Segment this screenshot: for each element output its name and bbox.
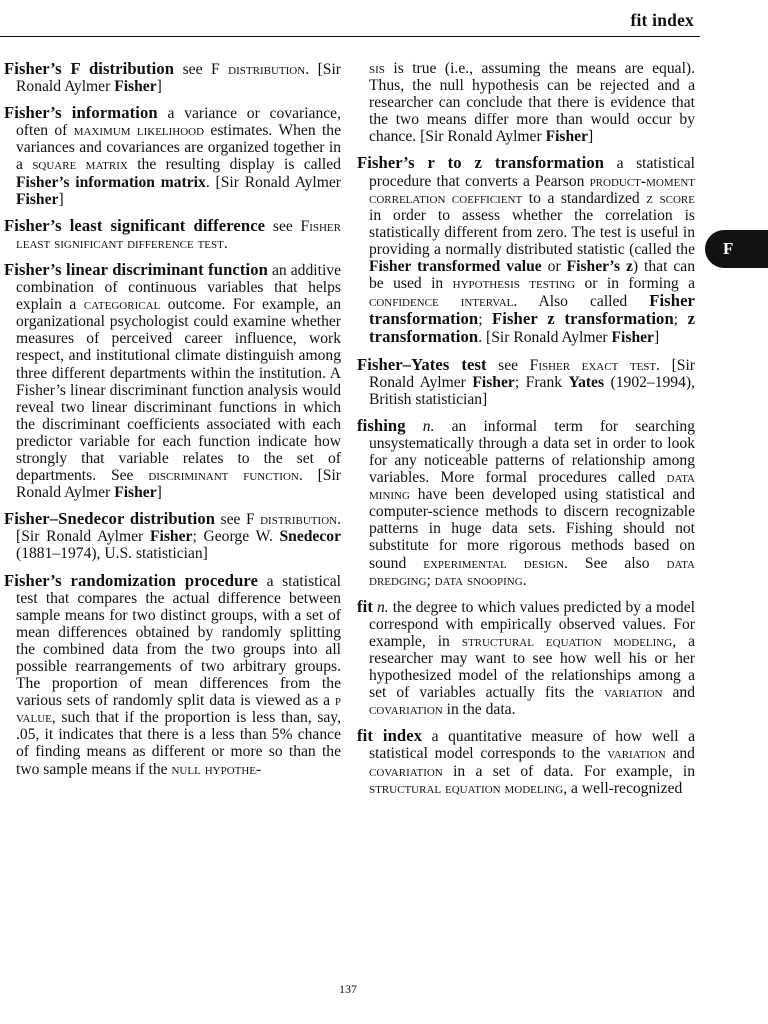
cross-reference: F distribution	[245, 511, 338, 529]
cross-reference: discriminant function	[148, 467, 299, 485]
dictionary-entry	[357, 417, 695, 589]
cross-reference: Fisher exact test	[529, 356, 657, 374]
thumb-tab-letter: F	[723, 239, 734, 258]
entry-headword: fit	[357, 596, 373, 616]
part-of-speech: n.	[422, 417, 435, 435]
cross-reference: Fisher least significant difference test	[16, 217, 341, 252]
entry-text: or	[541, 258, 567, 276]
entry-headword: Fisher’s randomization procedure	[4, 570, 259, 590]
entry-text: ]	[58, 190, 64, 208]
entry-headword: Fisher’s F distribution	[4, 59, 175, 78]
cross-reference: data mining	[369, 469, 695, 504]
cross-reference: product-moment correlation coefficient	[369, 172, 695, 207]
alt-term: z transformation	[369, 309, 696, 347]
cross-reference: square matrix	[32, 156, 128, 174]
entry-text: ; Frank	[514, 373, 569, 391]
entry-text: ; George W.	[192, 528, 280, 546]
entry-headword: Fisher–Snedecor distribution	[4, 509, 216, 529]
cross-reference: covariation	[369, 701, 443, 719]
entry-text: , a well-recognized	[563, 779, 683, 797]
entry-headword: Fisher’s least significant difference	[4, 215, 266, 235]
entry-text: in order to assess whether the correlation is statistically different from zero. The test is useful in providing a normally distributed statistic (called the	[369, 206, 695, 258]
dictionary-entry	[4, 60, 341, 95]
cross-reference: structural equation modeling	[461, 632, 673, 650]
header-rule	[0, 36, 700, 37]
entry-text: (1902–1994), British statistician]	[369, 373, 695, 408]
bold-term: Fisher	[149, 528, 193, 546]
dictionary-entry	[357, 60, 695, 145]
entry-text: . [Sir Ronald Aylmer	[16, 467, 341, 502]
cross-reference: covariation	[369, 762, 443, 780]
entry-headword: fishing	[357, 415, 406, 435]
entry-text: ;	[478, 311, 493, 329]
entry-text: ]	[588, 128, 594, 146]
bold-term: Fisher	[16, 190, 59, 208]
cross-reference: F distribution	[211, 61, 306, 78]
entry-text: the degree to which values predicted by a model correspond with empirically observed values. For example, in	[369, 598, 695, 650]
cross-reference: variation	[607, 745, 666, 763]
dictionary-entry	[4, 572, 341, 778]
entry-text: . [Sir Ronald Aylmer	[369, 356, 695, 391]
bold-term: Fisher	[611, 329, 654, 347]
entry-text: . [Sir Ronald Aylmer	[16, 61, 341, 96]
bold-term: Fisher	[114, 78, 157, 96]
entry-text: , such that if the proportion is less than, say, .05, it indicates that there is a less than 5% chance of finding means as different or more so than the two sample means if the	[16, 709, 341, 778]
entry-text: an informal term for searching unsystematically through a data set in order to look for any noticeable patterns of relationship among variables. More formal procedures called	[369, 417, 695, 487]
entry-text: outcome. For example, an organizational psychologist could examine whether measures of perceived career influence, work respect, and institutional climate distinguish among three different departments within the institution. A Fisher’s linear discriminant function analysis would reveal two linear discriminant functions in which the discriminant coefficients associated with each predictor variable for each function indicate how strongly that variable relates to the set of departments. See	[16, 296, 341, 485]
cross-reference: confidence interval	[369, 293, 514, 311]
cross-reference: data dredging; data snooping	[369, 554, 695, 589]
cross-reference: categorical	[83, 296, 161, 314]
entry-text: see	[486, 356, 530, 374]
entry-text: an additive combination of continuous variables that helps explain a	[16, 261, 341, 314]
bold-term: Yates	[568, 373, 605, 391]
entry-headword: Fisher’s information	[4, 103, 158, 123]
entry-text: the resulting display is called	[127, 156, 341, 174]
dictionary-entry	[357, 727, 695, 796]
entry-text: estimates. When the variances and covariances are organized together in a	[16, 122, 341, 174]
entry-text: and	[662, 684, 695, 702]
left-column	[4, 60, 341, 787]
entry-text: .	[223, 234, 228, 252]
cross-reference: sis	[369, 60, 385, 77]
entry-text: . See also	[564, 554, 667, 572]
entry-text: . [Sir Ronald Aylmer	[205, 173, 341, 191]
entry-text: ]	[156, 484, 162, 502]
entry-text: .	[522, 571, 527, 589]
entry-text: , a researcher may want to see how well his or her hypothesized model of the relationships among a set of variables actually fits the	[369, 632, 695, 702]
bold-term: Fisher	[114, 484, 157, 502]
entry-text: . [Sir Ronald Aylmer	[478, 329, 612, 347]
dictionary-entry	[4, 217, 341, 252]
entry-text: ]	[653, 329, 660, 347]
cross-reference: experimental design	[423, 554, 565, 572]
entry-headword: fit index	[357, 726, 423, 746]
alt-term: Fisher transformation	[369, 291, 695, 329]
cross-reference: z score	[646, 189, 695, 207]
entry-text: or in forming a	[575, 275, 695, 293]
entry-text	[406, 418, 423, 435]
entry-text: a statistical procedure that converts a Pearson	[369, 155, 695, 190]
entry-text: in the data.	[442, 701, 516, 719]
cross-reference: variation	[604, 684, 663, 702]
dictionary-entry	[357, 154, 695, 346]
running-head: fit index	[630, 10, 694, 30]
entry-text: see	[265, 217, 301, 235]
bold-term: Snedecor	[279, 528, 341, 546]
bold-term: Fisher	[472, 373, 515, 391]
entry-text: ) that can be used in	[369, 258, 695, 293]
entry-headword: Fisher’s r to z transformation	[357, 153, 605, 173]
cross-reference: maximum likelihood	[73, 122, 205, 140]
right-column	[357, 60, 695, 806]
entry-headword: Fisher’s linear discriminant function	[4, 259, 268, 279]
entry-text: . [Sir Ronald Aylmer	[16, 511, 341, 546]
dictionary-entry	[357, 356, 695, 408]
entry-text: see	[215, 511, 246, 529]
dictionary-entry	[4, 261, 341, 501]
cross-reference: hypothesis testing	[452, 275, 576, 293]
entry-text: have been developed using statistical and computer-science methods to discern recognizable patterns in huge data sets. Fishing should not substitute for more rigorous methods based on sound	[369, 486, 695, 572]
bold-term: Fisher transformed value	[369, 258, 542, 276]
entry-text: to a standardized	[522, 189, 647, 207]
entry-text: ;	[673, 311, 688, 329]
entry-text: a quantitative measure of how well a statistical model corresponds to the	[369, 728, 695, 763]
entry-text: is true (i.e., assuming the means are equal). Thus, the null hypothesis can be rejected and a researcher can conclude that there is evidence that the two means differ more than would occur by chance. [Sir Ronald Aylmer	[369, 60, 695, 146]
bold-term: Fisher’s information matrix	[16, 173, 206, 191]
dictionary-entry	[4, 510, 341, 562]
bold-term: Fisher’s z	[566, 258, 633, 276]
cross-reference: p value	[16, 692, 341, 727]
entry-text: (1881–1974), U.S. statistician]	[16, 545, 208, 563]
entry-text: ]	[156, 78, 162, 96]
entry-text: in a set of data. For example, in	[442, 762, 695, 780]
thumb-index-tab	[705, 230, 768, 268]
cross-reference: structural equation modeling	[369, 779, 564, 797]
entry-text: see	[174, 61, 211, 78]
entry-headword: Fisher–Yates test	[357, 354, 487, 374]
entry-text: a variance or covariance, often of	[16, 105, 341, 140]
entry-text: a statistical test that compares the actual difference between sample means for two distinct groups, with a set of mean differences obtained by randomly splitting the combined data from the two groups into all possible rearrangements of two arbitrary groups. The proportion of mean differences from the various sets of randomly split data is viewed as a	[16, 572, 341, 710]
cross-reference: null hypothe-	[171, 760, 262, 778]
dictionary-entry	[4, 104, 341, 208]
page-number: 137	[339, 982, 357, 996]
bold-term: Fisher	[545, 128, 589, 146]
entry-text: and	[665, 745, 695, 763]
alt-term: Fisher z transformation	[492, 309, 674, 329]
dictionary-entry	[357, 598, 695, 719]
part-of-speech: n.	[376, 598, 389, 616]
entry-text: . Also called	[513, 293, 650, 311]
